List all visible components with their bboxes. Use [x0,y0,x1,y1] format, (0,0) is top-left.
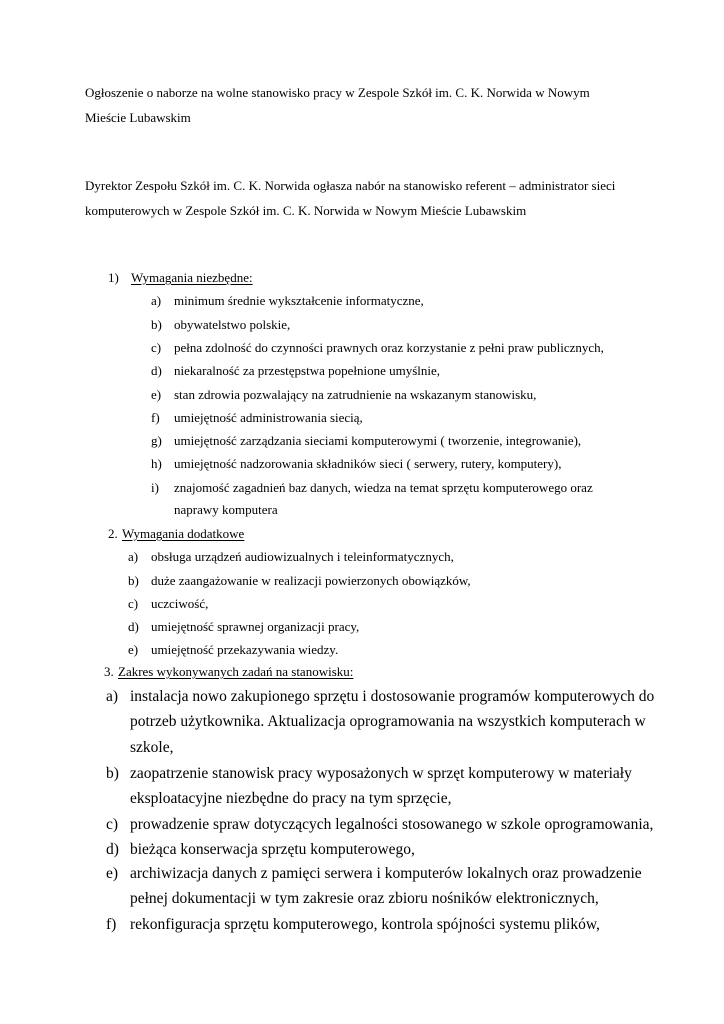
section3-heading: Zakres wykonywanych zadań na stanowisku: [118,664,354,679]
list-item: archiwizacja danych z pamięci serwera i komputerów lokalnych oraz prowadzenie [130,865,642,882]
list-marker: b) [128,573,139,588]
list-item: umiejętność administrowania siecią, [174,410,363,425]
list-marker: e) [128,642,139,657]
list-item: umiejętność nadzorowania składników sieci ( serwery, rutery, komputery), [174,456,562,471]
list-marker: a) [106,688,119,705]
list-marker: b) [106,765,119,782]
list-item-continuation: eksploatacyjne niezbędne do pracy na tym sprzęcie, [130,790,452,807]
list-marker: f) [151,410,160,425]
list-item: obsługa urządzeń audiowizualnych i teleinformatycznych, [151,549,454,564]
list-item: umiejętność przekazywania wiedzy. [151,642,339,657]
section2-heading: Wymagania dodatkowe [122,526,245,541]
list-item: uczciwość, [151,596,209,611]
list-item-continuation: potrzeb użytkownika. Aktualizacja oprogramowania na wszystkich komputerach w [130,713,646,730]
list-marker: c) [128,596,139,611]
list-item: instalacja nowo zakupionego sprzętu i dostosowanie programów komputerowych do [130,688,655,705]
list-marker: d) [151,363,162,378]
section1-heading: Wymagania niezbędne: [131,270,253,285]
list-marker: d) [106,841,119,858]
list-marker: f) [106,916,117,933]
list-item: obywatelstwo polskie, [174,317,291,332]
list-marker: b) [151,317,162,332]
list-marker: g) [151,433,162,448]
list-item: minimum średnie wykształcenie informatyczne, [174,293,424,308]
list-item: umiejętność zarządzania sieciami komputerowymi ( tworzenie, integrowanie), [174,433,582,448]
list-marker: a) [128,549,139,564]
list-item: umiejętność sprawnej organizacji pracy, [151,619,360,634]
list-marker: c) [151,340,162,355]
list-item: bieżąca konserwacja sprzętu komputerowego, [130,841,415,858]
list-marker: d) [128,619,139,634]
list-marker: i) [151,480,159,495]
section1-number: 1) [108,270,119,285]
list-marker: h) [151,456,162,471]
list-item: rekonfiguracja sprzętu komputerowego, kontrola spójności systemu plików, [130,916,600,933]
list-marker: c) [106,816,119,833]
list-item: znajomość zagadnień baz danych, wiedza na temat sprzętu komputerowego oraz [174,480,593,495]
list-item: prowadzenie spraw dotyczących legalności stosowanego w szkole oprogramowania, [130,816,654,833]
list-item: zaopatrzenie stanowisk pracy wyposażonych w sprzęt komputerowy w materiały [130,765,632,782]
title-line-1: Ogłoszenie o naborze na wolne stanowisko pracy w Zespole Szkół im. C. K. Norwida w Nowym [85,85,590,100]
list-marker: e) [106,865,119,882]
list-item-continuation: pełnej dokumentacji w tym zakresie oraz zbioru nośników elektronicznych, [130,890,599,907]
intro-line-2: komputerowych w Zespole Szkół im. C. K. Norwida w Nowym Mieście Lubawskim [85,203,527,218]
list-marker: a) [151,293,162,308]
list-marker: e) [151,387,162,402]
list-item: pełna zdolność do czynności prawnych oraz korzystanie z pełni praw publicznych, [174,340,604,355]
intro-line-1: Dyrektor Zespołu Szkół im. C. K. Norwida ogłasza nabór na stanowisko referent – administrator sieci [85,178,616,193]
list-item-continuation: naprawy komputera [174,502,278,517]
list-item: niekaralność za przestępstwa popełnione umyślnie, [174,363,441,378]
list-item: duże zaangażowanie w realizacji powierzonych obowiązków, [151,573,471,588]
list-item: stan zdrowia pozwalający na zatrudnienie na wskazanym stanowisku, [174,387,537,402]
section2-number: 2. [108,526,118,541]
section3-number: 3. [104,664,114,679]
list-item-continuation: szkole, [130,739,174,756]
title-line-2: Mieście Lubawskim [85,110,191,125]
